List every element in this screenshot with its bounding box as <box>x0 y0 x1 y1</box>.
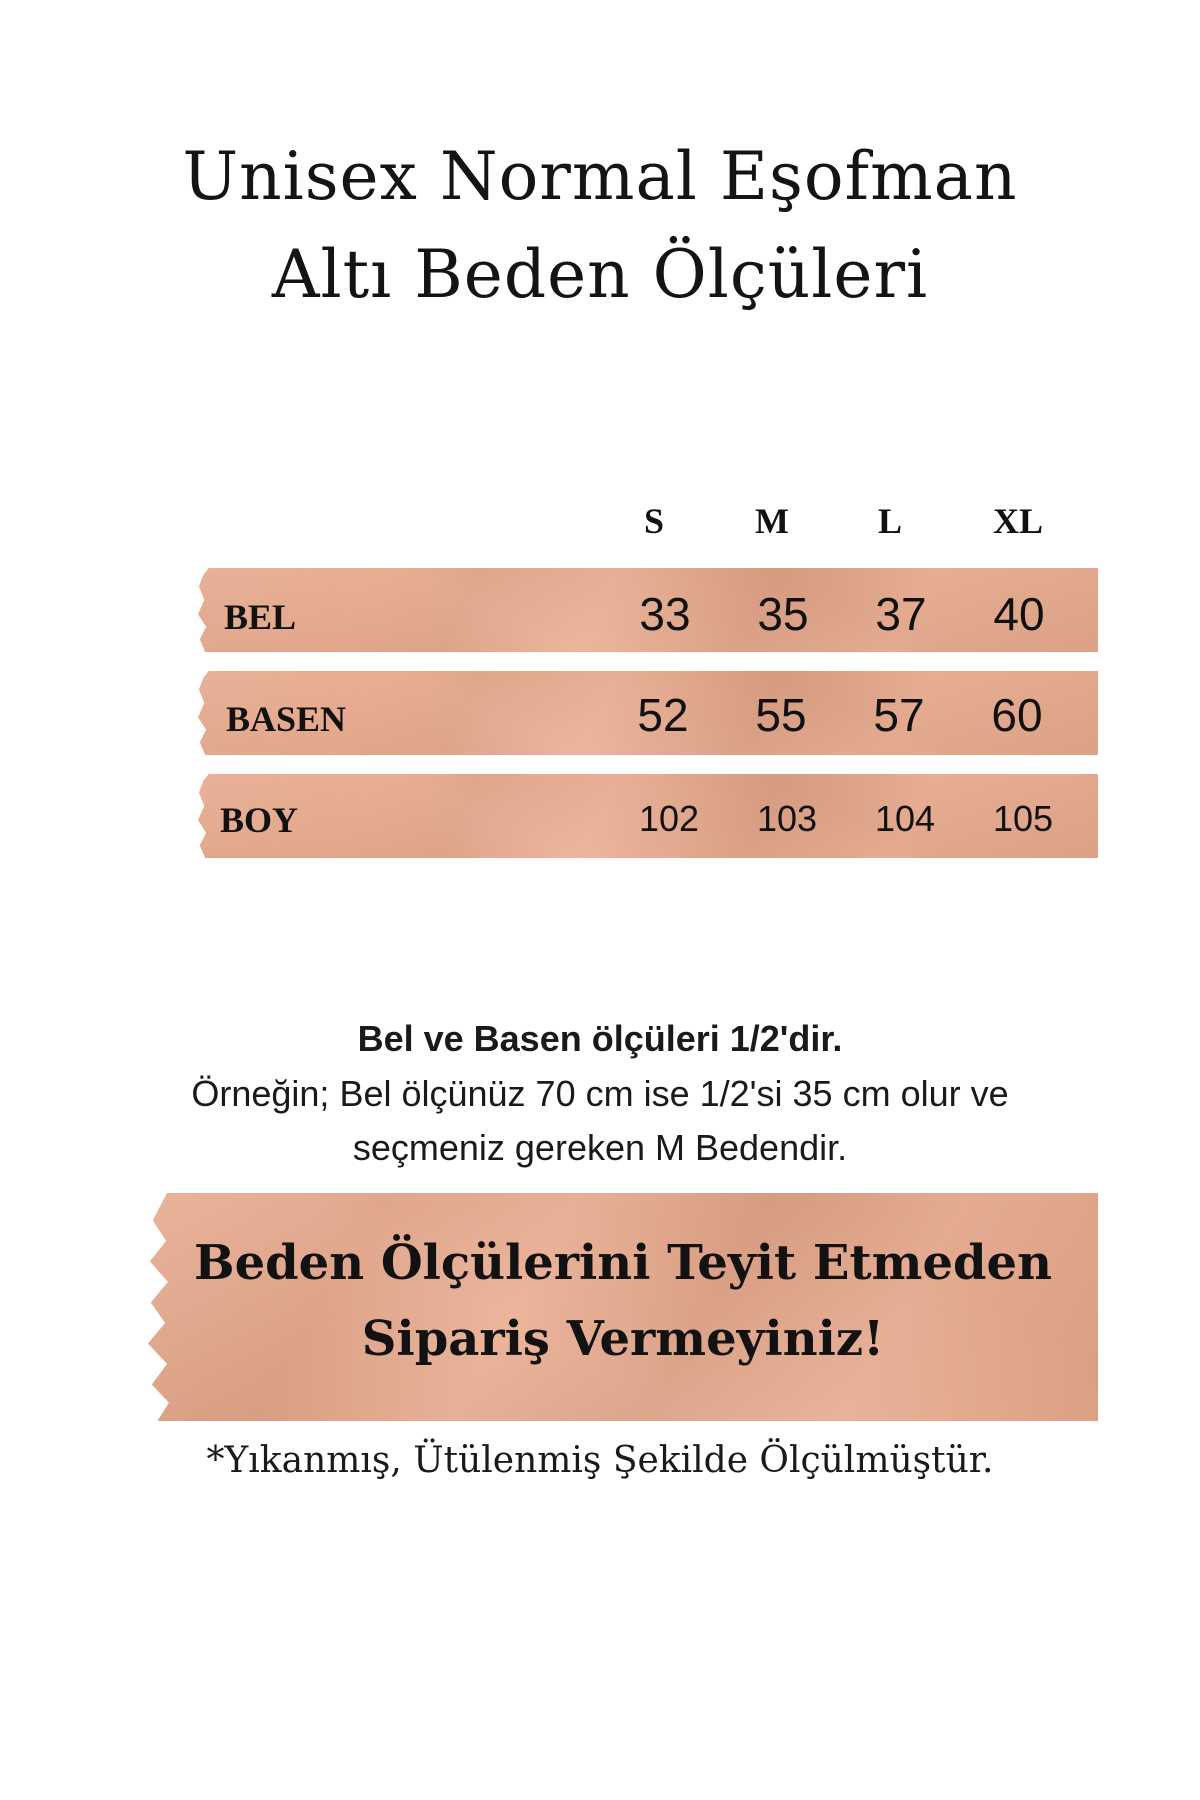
row-label-basen: BASEN <box>226 699 347 739</box>
cell-boy-s: 102 <box>638 798 700 839</box>
warning-line-2: Sipariş Vermeyiniz! <box>361 1311 885 1367</box>
note-line-3: seçmeniz gereken M Bedendir. <box>352 1127 848 1168</box>
page-title <box>0 128 1200 324</box>
cell-basen-m: 55 <box>755 689 807 741</box>
cell-boy-m: 103 <box>756 798 818 839</box>
row-label-boy: BOY <box>220 800 299 840</box>
note-line-1: Bel ve Basen ölçüleri 1/2'dir. <box>357 1018 843 1059</box>
cell-basen-l: 57 <box>873 689 925 741</box>
cell-bel-l: 37 <box>875 588 927 640</box>
note-line-2: Örneğin; Bel ölçünüz 70 cm ise 1/2'si 35 cm olur ve <box>191 1073 1009 1114</box>
cell-basen-xl: 60 <box>991 689 1043 741</box>
cell-basen-s: 52 <box>637 689 689 741</box>
cell-bel-m: 35 <box>757 588 809 640</box>
footnote: *Yıkanmış, Ütülenmiş Şekilde Ölçülmüştür. <box>206 1440 994 1481</box>
size-header-s: S <box>643 501 665 541</box>
page-title-line-1: Unisex Normal Eşofman <box>182 138 1018 215</box>
warning-text <box>148 1225 1098 1377</box>
cell-boy-xl: 105 <box>992 798 1054 839</box>
size-header-l: L <box>877 501 902 541</box>
cell-bel-xl: 40 <box>993 588 1045 640</box>
size-header-m: M <box>755 501 789 541</box>
size-header-xl: XL <box>992 501 1043 541</box>
row-label-bel: BEL <box>224 597 297 637</box>
warning-line-1: Beden Ölçülerini Teyit Etmeden <box>194 1235 1052 1291</box>
page-title-line-2: Altı Beden Ölçüleri <box>271 236 929 313</box>
cell-boy-l: 104 <box>874 798 936 839</box>
cell-bel-s: 33 <box>639 588 691 640</box>
